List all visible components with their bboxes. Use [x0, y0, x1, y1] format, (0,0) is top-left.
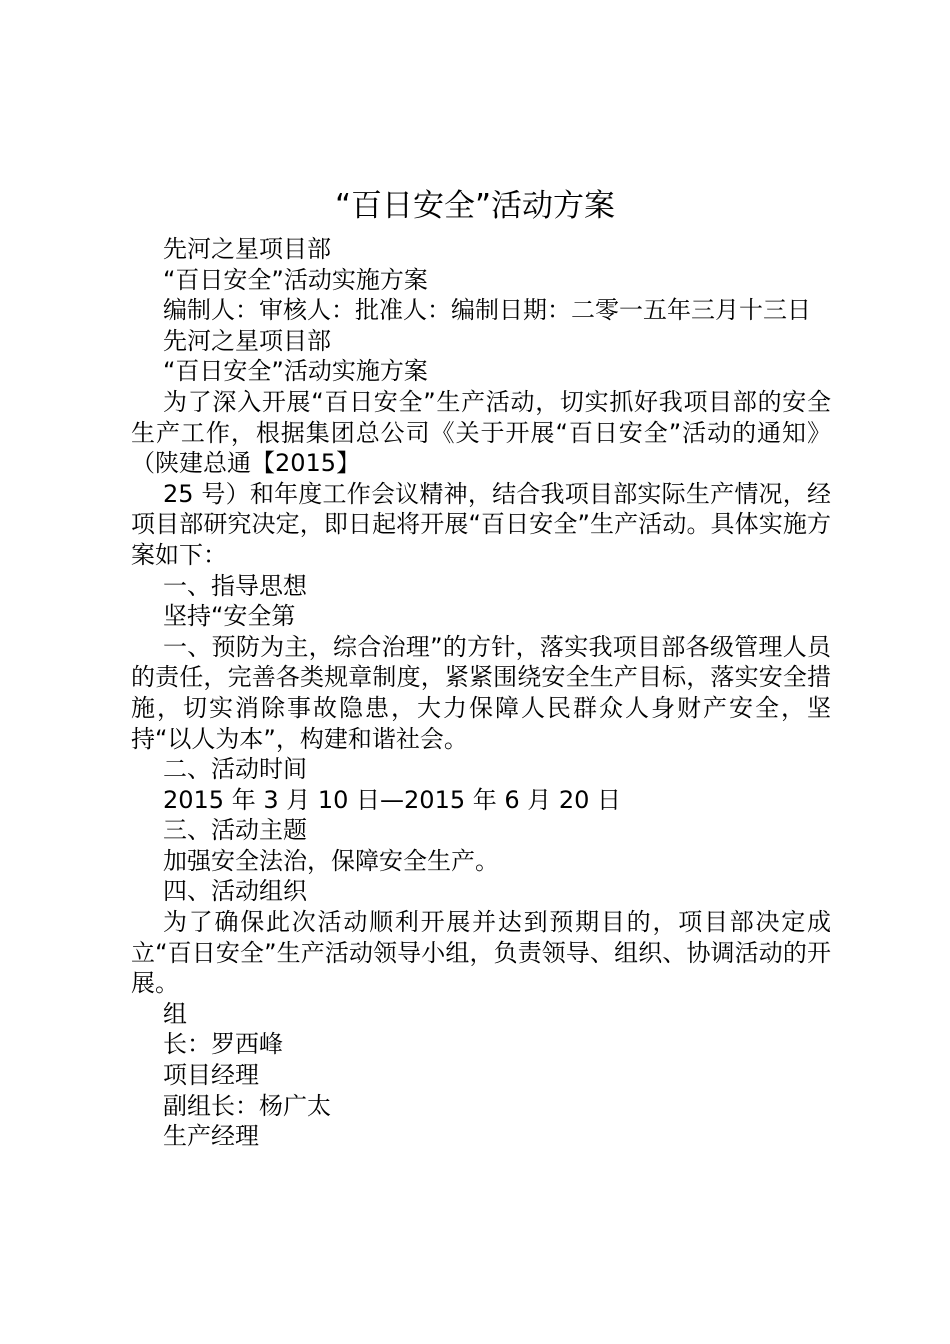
paragraph-leader-title: 项目经理: [163, 1061, 259, 1090]
paragraph-intro-continued: 25 号）和年度工作会议精神，结合我项目部实际生产情况，经项目部研究决定，即日起将开展“百日安全”生产活动。具体实施方案如下：: [131, 479, 831, 569]
section-heading-activity-theme: 三、活动主题: [163, 816, 307, 845]
section-heading-activity-time: 二、活动时间: [163, 755, 307, 784]
paragraph-leader: 长：罗西峰: [163, 1030, 283, 1059]
section-heading-guiding-idea: 一、指导思想: [163, 571, 307, 600]
paragraph-theme: 加强安全法治，保障安全生产。: [163, 846, 499, 875]
paragraph-deputy-leader: 副组长：杨广太: [163, 1091, 331, 1120]
paragraph-policy: 一、预防为主，综合治理”的方针，落实我项目部各级管理人员的责任，完善各类规章制度，紧紧围绕安全生产目标，落实安全措施，切实消除事故隐患，大力保障人民群众人身财产安全，坚持“以人为本”，构建和谐社会。: [131, 632, 831, 753]
paragraph-group: 组: [163, 999, 187, 1028]
paragraph-date-range: 2015 年 3 月 10 日—2015 年 6 月 20 日: [163, 785, 622, 814]
document-body: [131, 234, 831, 1152]
paragraph-plan-name-repeat: “百日安全”活动实施方案: [163, 357, 428, 386]
section-heading-activity-organization: 四、活动组织: [163, 877, 307, 906]
paragraph-organization: 为了确保此次活动顺利开展并达到预期目的，项目部决定成立“百日安全”生产活动领导小组，负责领导、组织、协调活动的开展。: [131, 908, 831, 998]
document-title: “百日安全”活动方案: [334, 188, 616, 224]
paragraph-project-dept-repeat: 先河之星项目部: [163, 326, 331, 355]
paragraph-authoring-info: 编制人：审核人：批准人：编制日期：二零一五年三月十三日: [163, 296, 811, 325]
paragraph-project-dept: 先河之星项目部: [163, 235, 331, 263]
paragraph-adhere: 坚持“安全第: [163, 602, 296, 631]
paragraph-plan-name: “百日安全”活动实施方案: [163, 265, 428, 294]
paragraph-deputy-leader-title: 生产经理: [163, 1122, 259, 1151]
paragraph-intro: 为了深入开展“百日安全”生产活动，切实抓好我项目部的安全生产工作，根据集团总公司《关于开展“百日安全”活动的通知》（陕建总通【2015】: [131, 387, 831, 478]
